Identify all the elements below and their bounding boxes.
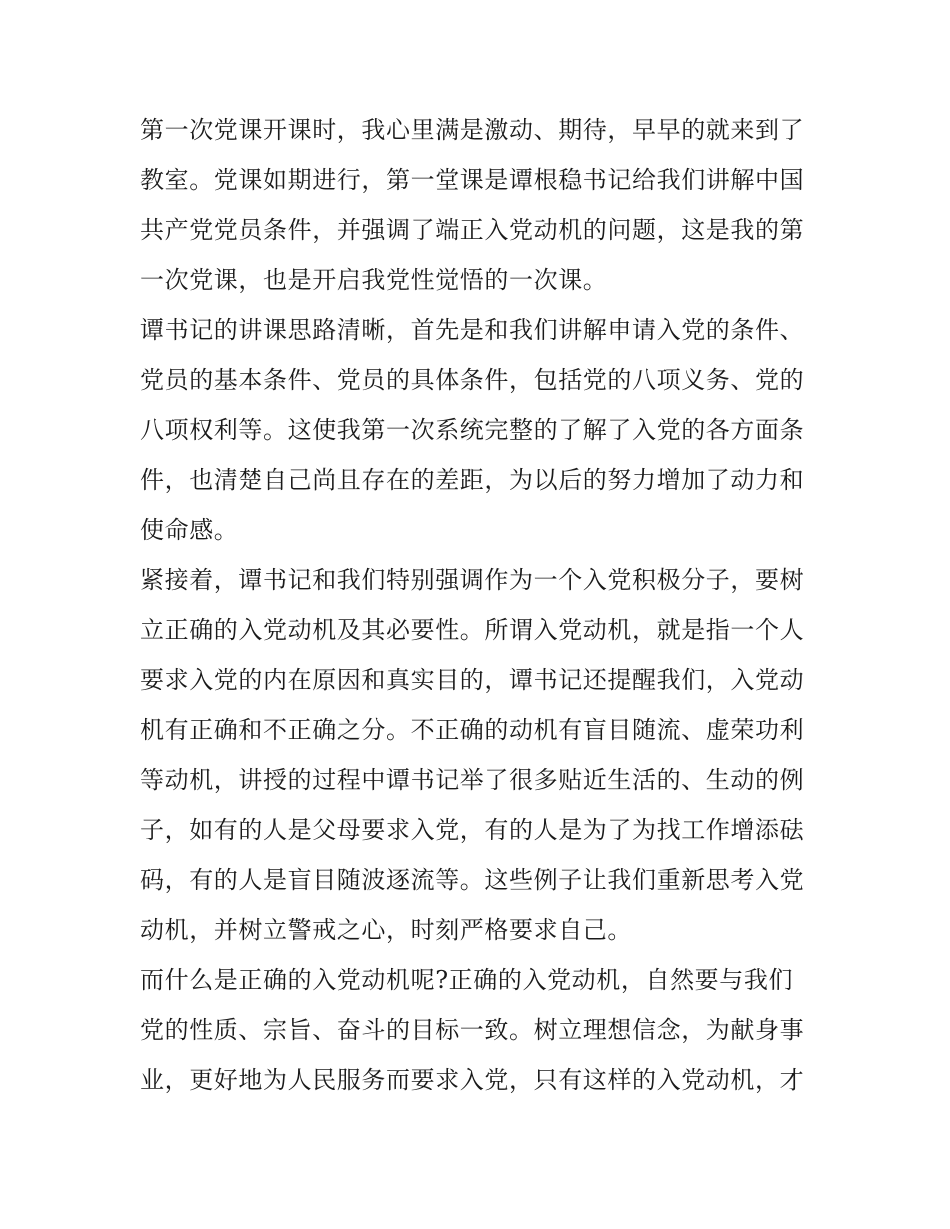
text-line: 业，更好地为人民服务而要求入党，只有这样的入党动机，才 — [140, 1066, 805, 1094]
text-line: 党的性质、宗旨、奋斗的目标一致。树立理想信念，为献身事 — [140, 1016, 805, 1044]
text-line: 机有正确和不正确之分。不正确的动机有盲目随流、虚荣功利 — [140, 716, 805, 744]
paragraph-2 — [140, 305, 820, 555]
text-line: 谭书记的讲课思路清晰，首先是和我们讲解申请入党的条件、 — [140, 316, 805, 344]
paragraph-3 — [140, 555, 820, 955]
text-line: 教室。党课如期进行，第一堂课是谭根稳书记给我们讲解中国 — [140, 166, 805, 194]
text-line: 而什么是正确的入党动机呢?正确的入党动机，自然要与我们 — [140, 966, 794, 994]
text-line: 使命感。 — [140, 516, 239, 544]
text-line: 一次党课，也是开启我党性觉悟的一次课。 — [140, 266, 608, 294]
text-line: 紧接着，谭书记和我们特别强调作为一个入党积极分子，要树 — [140, 566, 805, 594]
text-line: 立正确的入党动机及其必要性。所谓入党动机，就是指一个人 — [140, 616, 805, 644]
text-line: 要求入党的内在原因和真实目的，谭书记还提醒我们，入党动 — [140, 666, 805, 694]
text-line: 第一次党课开课时，我心里满是激动、期待，早早的就来到了 — [140, 116, 805, 144]
text-line: 件，也清楚自己尚且存在的差距，为以后的努力增加了动力和 — [140, 466, 805, 494]
paragraph-4 — [140, 955, 820, 1105]
text-line: 八项权利等。这使我第一次系统完整的了解了入党的各方面条 — [140, 416, 805, 444]
text-line: 子，如有的人是父母要求入党，有的人是为了为找工作增添砝 — [140, 816, 805, 844]
text-line: 党员的基本条件、党员的具体条件，包括党的八项义务、党的 — [140, 366, 805, 394]
paragraph-1 — [140, 105, 820, 305]
text-line: 码，有的人是盲目随波逐流等。这些例子让我们重新思考入党 — [140, 866, 805, 894]
text-line: 动机，并树立警戒之心，时刻严格要求自己。 — [140, 916, 632, 944]
text-line: 共产党党员条件，并强调了端正入党动机的问题，这是我的第 — [140, 216, 805, 244]
document-body — [140, 105, 820, 1105]
text-line: 等动机，讲授的过程中谭书记举了很多贴近生活的、生动的例 — [140, 766, 805, 794]
